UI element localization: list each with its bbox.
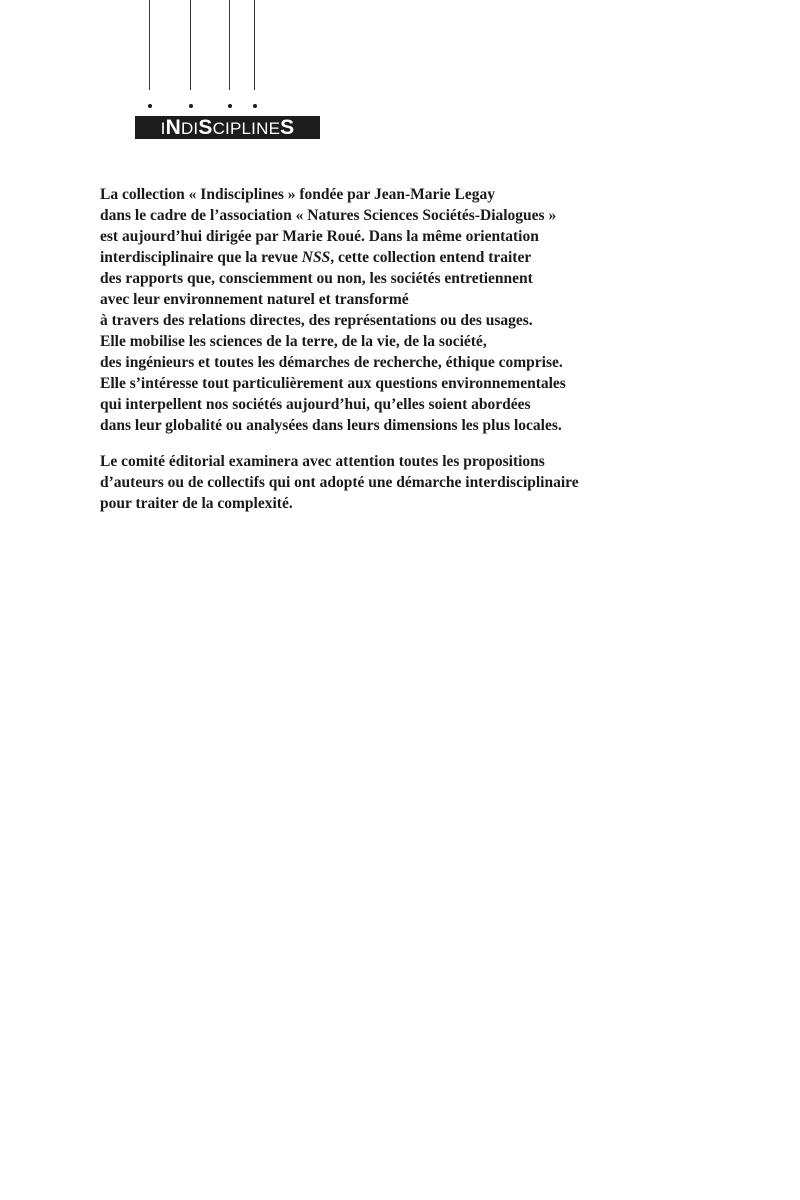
paragraph <box>100 451 660 514</box>
logo-line <box>229 0 230 90</box>
text-line <box>100 415 660 436</box>
logo-letters: CIPLINE <box>212 119 281 138</box>
logo-decoration <box>135 0 325 112</box>
text-line <box>100 226 660 247</box>
text-segment: à travers des relations directes, des représentations ou des usages. <box>100 312 533 329</box>
logo-dot <box>228 104 232 108</box>
text-segment: est aujourd’hui dirigée par Marie Roué. Dans la même orientation <box>100 228 539 245</box>
text-line <box>100 331 660 352</box>
text-segment: Le comité éditorial examinera avec attention toutes les propositions <box>100 453 545 470</box>
text-line <box>100 373 660 394</box>
logo-line <box>254 0 255 90</box>
text-line <box>100 289 660 310</box>
collection-logo <box>135 116 320 139</box>
text-segment: des ingénieurs et toutes les démarches de recherche, éthique comprise. <box>100 354 563 371</box>
text-segment: des rapports que, consciemment ou non, les sociétés entretiennent <box>100 270 533 287</box>
text-line <box>100 352 660 373</box>
text-segment: Elle mobilise les sciences de la terre, de la vie, de la société, <box>100 333 487 350</box>
text-segment: qui interpellent nos sociétés aujourd’hui, qu’elles soient abordées <box>100 396 531 413</box>
text-segment: dans le cadre de l’association « Natures Sciences Sociétés-Dialogues » <box>100 207 557 224</box>
logo-letters: S <box>280 116 295 139</box>
text-segment: avec leur environnement naturel et transformé <box>100 291 409 308</box>
text-segment: , cette collection entend traiter <box>330 249 532 266</box>
logo-line <box>149 0 150 90</box>
text-line <box>100 451 660 472</box>
logo-letters: S <box>198 116 213 139</box>
text-line <box>100 310 660 331</box>
collection-description <box>100 184 660 529</box>
logo-dot <box>253 104 257 108</box>
text-segment: dans leur globalité ou analysées dans leurs dimensions les plus locales. <box>100 417 562 434</box>
text-line <box>100 493 660 514</box>
text-segment: La collection « Indisciplines » fondée par Jean-Marie Legay <box>100 186 495 203</box>
text-segment: interdisciplinaire que la revue <box>100 249 302 266</box>
text-line <box>100 184 660 205</box>
paragraph <box>100 184 660 436</box>
text-line <box>100 247 660 268</box>
logo-letters: I <box>160 119 166 138</box>
text-line <box>100 472 660 493</box>
logo-letters: DI <box>180 119 199 138</box>
logo-line <box>190 0 191 90</box>
text-segment: pour traiter de la complexité. <box>100 495 293 512</box>
logo-dot <box>148 104 152 108</box>
text-segment: d’auteurs ou de collectifs qui ont adopté une démarche interdisciplinaire <box>100 474 579 491</box>
logo-letters: N <box>165 116 181 139</box>
text-line <box>100 268 660 289</box>
text-line <box>100 394 660 415</box>
journal-name: NSS <box>301 249 331 266</box>
text-line <box>100 205 660 226</box>
logo-dot <box>189 104 193 108</box>
text-segment: Elle s’intéresse tout particulièrement aux questions environnementales <box>100 375 566 392</box>
